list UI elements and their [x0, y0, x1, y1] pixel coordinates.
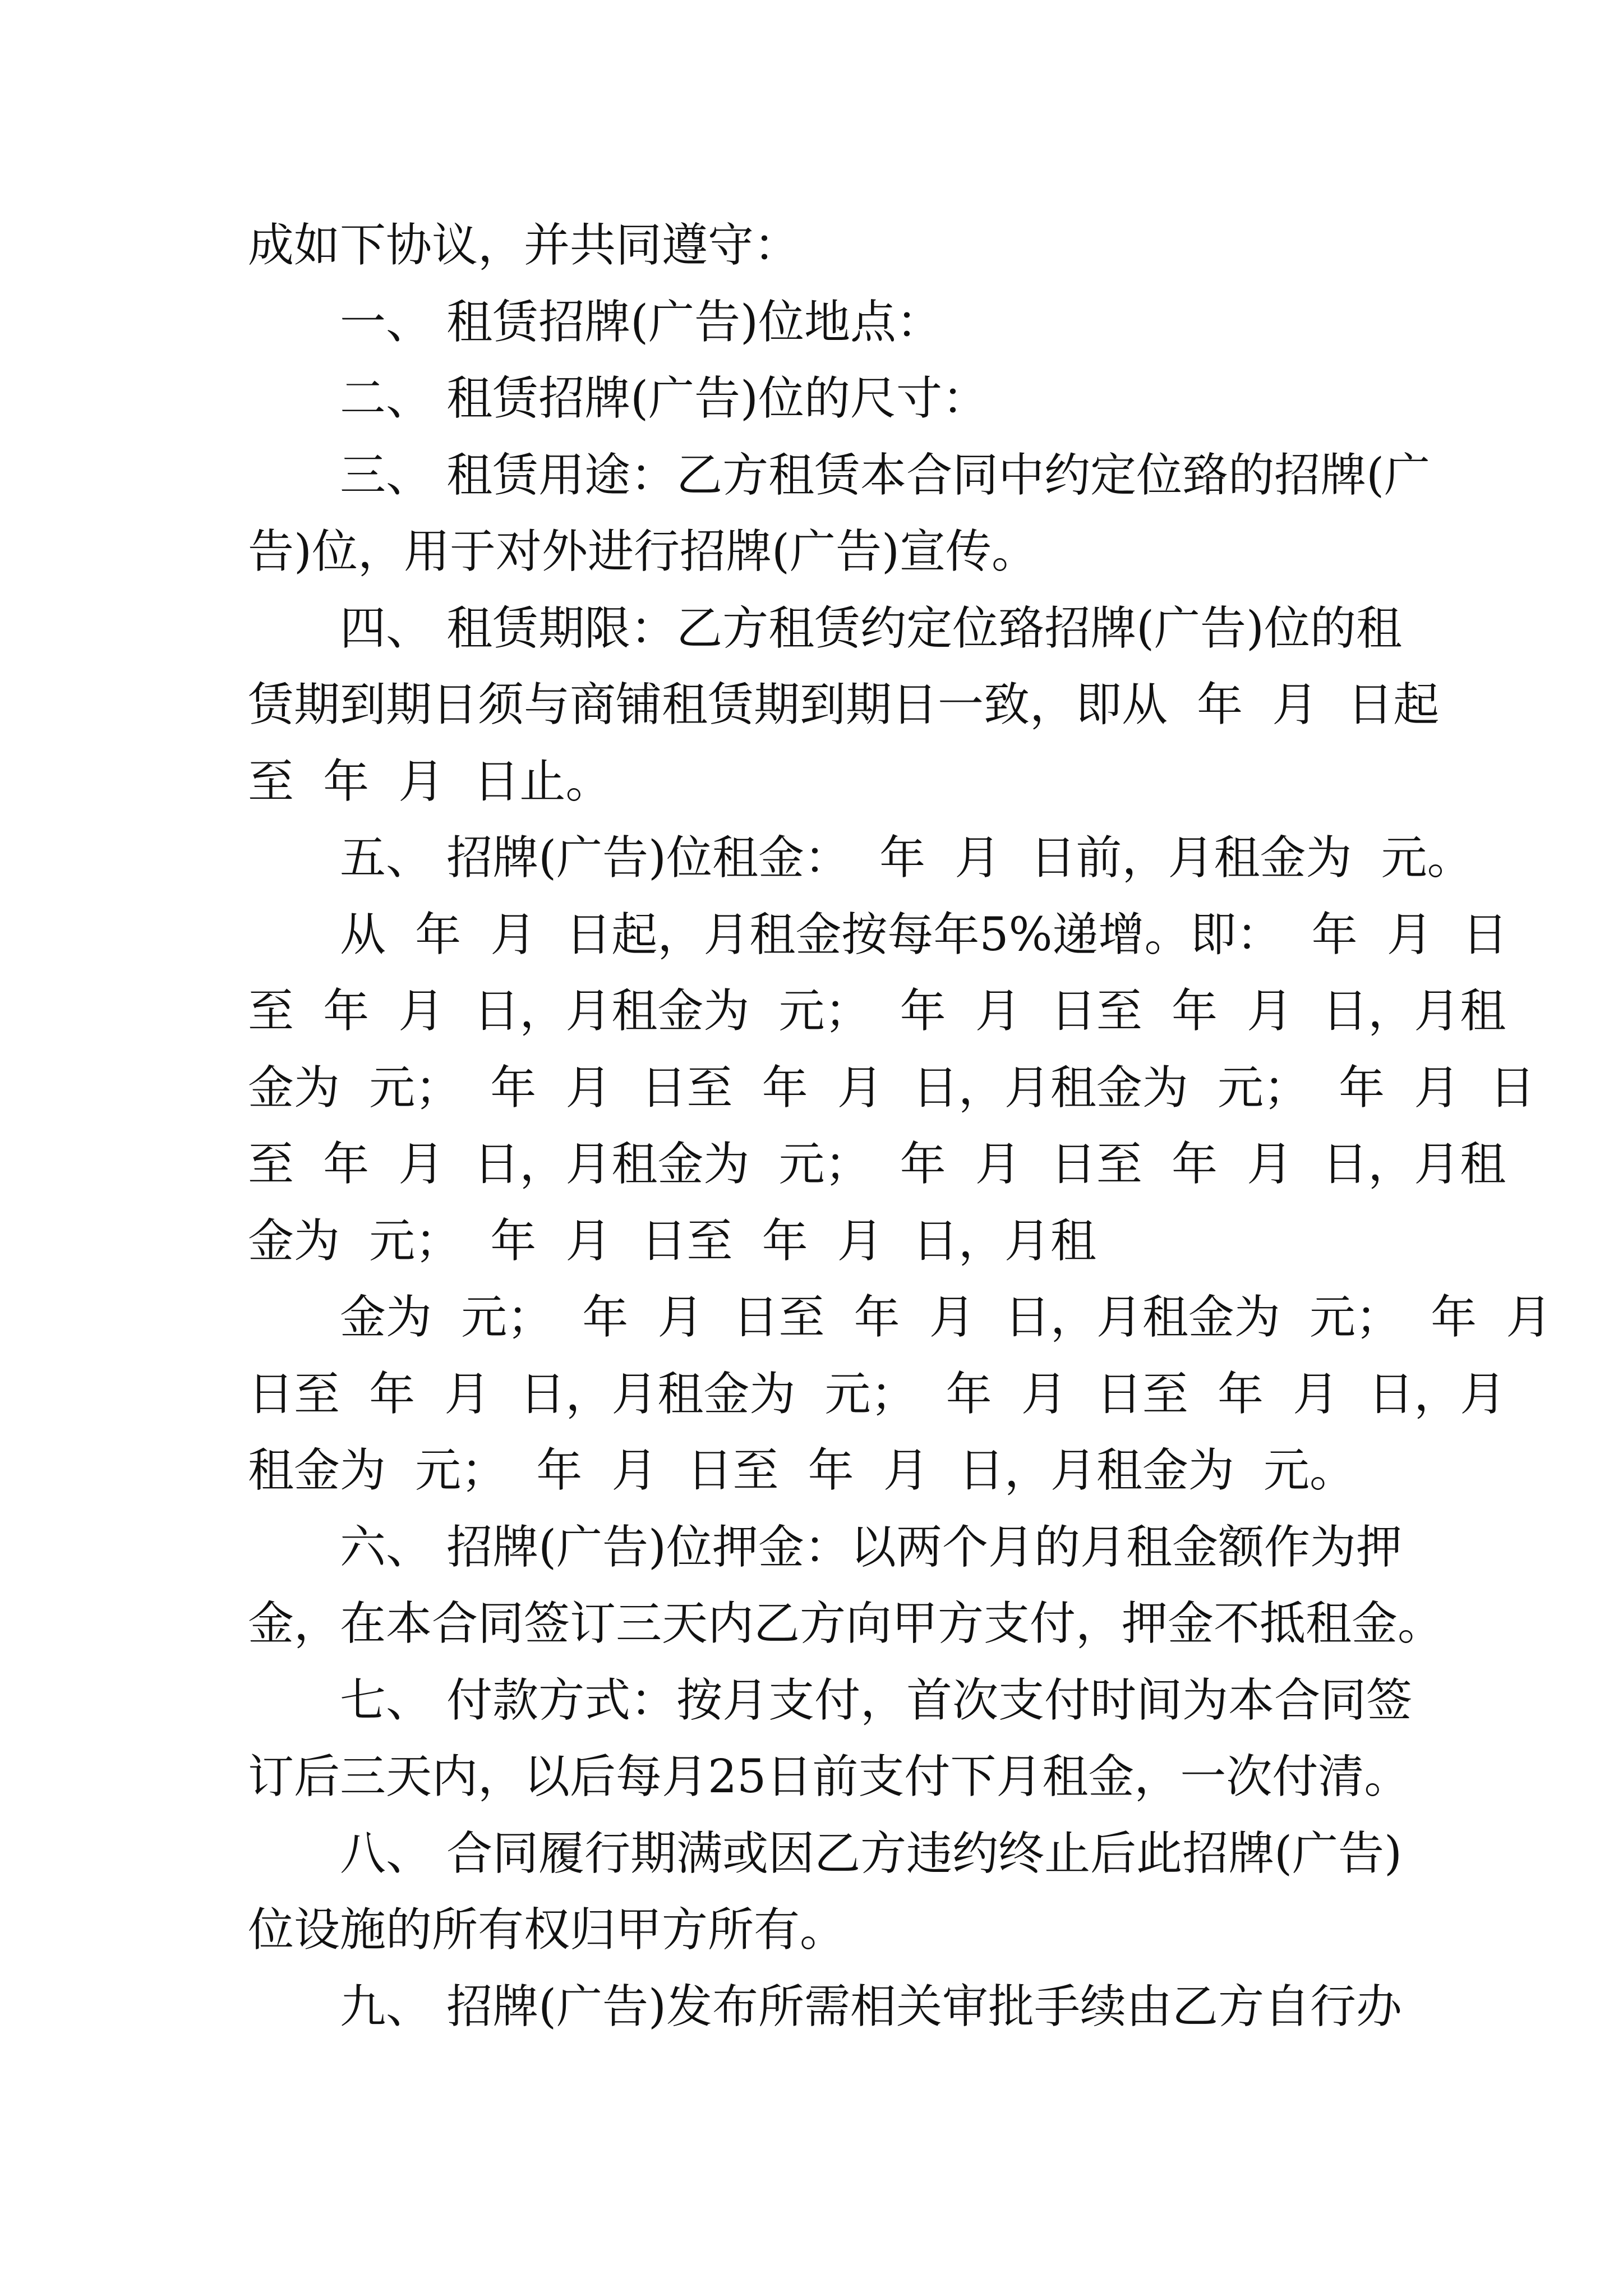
text-line: 成如下协议，并共同遵守： [248, 219, 800, 272]
text-line: 日至 年 月 日，月租金为 元； 年 月 日至 年 月 日，月 [248, 1368, 1506, 1421]
text-line: 至 年 月 日止。 [248, 755, 612, 808]
text-line: 至 年 月 日，月租金为 元； 年 月 日至 年 月 日，月租 [248, 1138, 1506, 1191]
text-line: 位设施的所有权归甲方所有。 [248, 1903, 846, 1957]
text-line: 五、 招牌(广告)位租金： 年 月 日前，月租金为 元。 [340, 831, 1473, 885]
text-line: 九、 招牌(广告)发布所需相关审批手续由乙方自行办 [340, 1980, 1403, 2033]
text-line: 一、 租赁招牌(广告)位地点： [340, 296, 943, 349]
text-line: 订后三天内，以后每月25日前支付下月租金，一次付清。 [248, 1750, 1410, 1803]
text-line: 赁期到期日须与商铺租赁期到期日一致，即从 年 月 日起 [248, 678, 1440, 731]
text-line: 金为 元； 年 月 日至 年 月 日，月租金为 元； 年 月 日 [248, 1061, 1536, 1115]
text-line: 金为 元； 年 月 日至 年 月 日，月租 [248, 1214, 1096, 1268]
text-line: 金，在本合同签订三天内乙方向甲方支付，押金不抵租金。 [248, 1597, 1444, 1650]
text-line: 告)位，用于对外进行招牌(广告)宣传。 [248, 525, 1038, 578]
text-line: 从 年 月 日起，月租金按每年5%递增。即： 年 月 日 [340, 908, 1508, 961]
text-line: 至 年 月 日，月租金为 元； 年 月 日至 年 月 日，月租 [248, 984, 1506, 1038]
text-line: 租金为 元； 年 月 日至 年 月 日，月租金为 元。 [248, 1444, 1356, 1497]
text-line: 八、 合同履行期满或因乙方违约终止后此招牌(广告) [340, 1827, 1403, 1880]
text-line: 金为 元； 年 月 日至 年 月 日，月租金为 元； 年 月 [340, 1291, 1552, 1344]
text-line: 七、 付款方式：按月支付，首次支付时间为本合同签 [340, 1674, 1413, 1727]
text-line: 三、 租赁用途：乙方租赁本合同中约定位臵的招牌(广 [340, 449, 1431, 502]
text-line: 二、 租赁招牌(广告)位的尺寸： [340, 372, 989, 425]
text-line: 四、 租赁期限：乙方租赁约定位臵招牌(广告)位的租 [340, 602, 1403, 655]
text-line: 六、 招牌(广告)位押金：以两个月的月租金额作为押 [340, 1521, 1403, 1574]
